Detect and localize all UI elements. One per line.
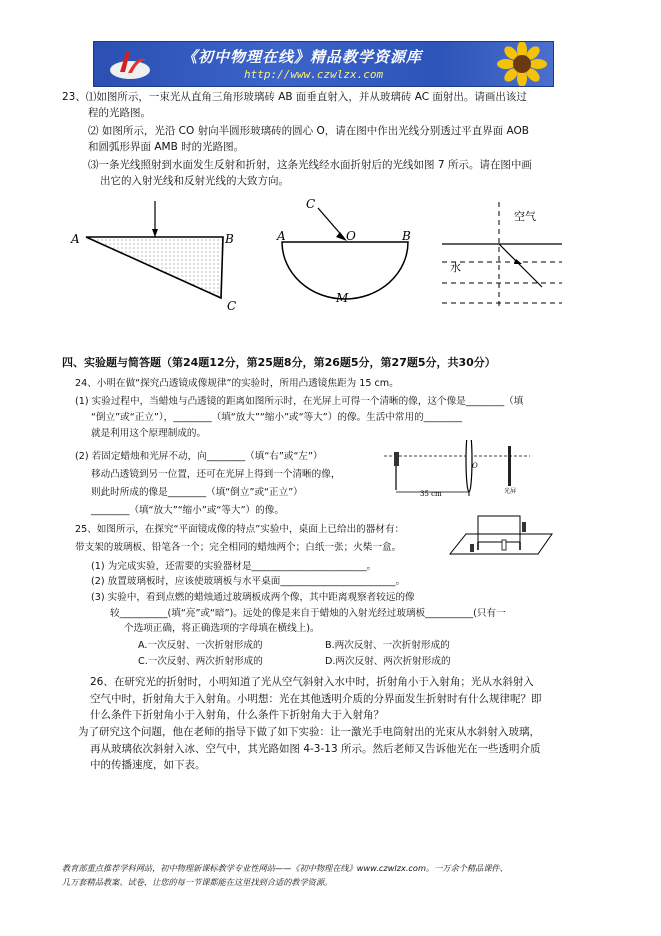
q25-line1: 25、如图所示，在探究“平面镜成像的特点”实验中，桌面上已给出的器材有： [75,524,405,535]
q25-line3: (1) 为完成实验，还需要的实验器材是________________________。 [91,561,377,572]
q25-line5: (3) 实验中，看到点燃的蜡烛通过玻璃板成两个像，其中距离观察者较远的像 [91,592,415,603]
label-air: 空气 [514,210,536,223]
q23-line5: ⑶一条光线照射到水面发生反射和折射，这条光线经水面折射后的光线如图 7 所示。请在图中画 [88,159,532,171]
q26-line5: 再从玻璃依次斜射入冰、空气中，其光路如图 4-3-13 所示。然后老师又告诉他光在一些透明介质 [90,743,541,755]
q26-line4: 为了研究这个问题，他在老师的指导下做了如下实验：让一激光手电筒射出的光束从水斜射入玻璃， [78,726,540,738]
banner-url: http://www.czwlzx.com [244,68,384,81]
lens-bench-figure [380,440,540,498]
q23-line3: ⑵ 如图所示，光沿 CO 射向半圆形玻璃砖的圆心 O，请在图中作出光线分别透过平直界面 AOB [88,125,530,137]
q24-line6: 移动凸透镜到另一位置，还可在光屏上得到一个清晰的像， [91,469,341,480]
triangle-glass-figure [65,195,250,325]
q25-line6: 较__________(填“亮”或“暗”)。远处的像是来自于蜡烛的入射光经过玻璃板__________(只有一 [110,608,506,619]
q24-line2: (1) 实验过程中，当蜡烛与凸透镜的距离如图所示时，在光屏上可得一个清晰的像，这个像是________（填 [75,396,524,407]
semi-label-a: A [277,229,286,243]
footer-line2: 几万套精品教案、试卷，让您的每一节课都能在这里找到合适的教学资源。 [62,877,333,887]
q26-line6: 中的传播速度，如下表。 [90,759,206,771]
q26-line3: 什么条件下折射角小于入射角，什么条件下折射角大于入射角？ [90,709,384,721]
q26-line1: 26、在研究光的折射时，小明知道了光从空气斜射入水中时，折射角小于入射角；光从水斜射入 [90,676,534,688]
lens-o-label: O [472,462,478,470]
semi-label-c: C [306,197,316,211]
q25-line4: (2) 放置玻璃板时，应该使玻璃板与水平桌面________________________。 [91,576,406,587]
section4-title: 四、实验题与简答题（第24题12分，第25题8分，第26题5分，第27题5分，共30分） [62,356,496,369]
semicircle-glass-figure [270,192,430,312]
lens-distance-label: 35 cm [420,490,442,498]
q24-line3: “倒立”或“正立”），________（填“放大”“缩小”或“等大”）的像。生活中常用的________ [91,412,463,423]
plane-mirror-figure [446,510,556,560]
q25-option-a: A.一次反射、一次折射形成的 [138,640,263,651]
q25-option-d: D.两次反射、两次折射形成的 [325,656,451,667]
q23-line2: 程的光路图。 [88,107,151,119]
semi-label-m: M [336,291,349,305]
site-logo-icon [108,46,152,82]
q24-line7: 则此时所成的像是________（填“倒立”或“正立”） [91,487,303,498]
screen-label: 光屏 [504,488,517,495]
sunflower-icon [492,42,552,86]
banner-title: 《初中物理在线》精品教学资源库 [182,48,423,66]
q25-option-b: B.两次反射、一次折射形成的 [325,640,450,651]
semi-label-b: B [402,229,411,243]
q24-line5: (2) 若固定蜡烛和光屏不动，向________（填“右”或“左”） [75,451,323,462]
q26-line2: 空气中时，折射角大于入射角。小明想：光在其他透明介质的分界面发生折射时有什么规律呢？即 [90,693,542,705]
water-refraction-figure [440,200,570,312]
q23-line4: 和圆弧形界面 AMB 时的光路图。 [88,141,245,153]
q23-line1: 23、⑴如图所示，一束光从直角三角形玻璃砖 AB 面垂直射入，并从玻璃砖 AC 面射出。请画出该过 [62,91,527,103]
tri-label-b: B [225,232,234,246]
label-water: 水 [450,261,461,274]
q23-line6: 出它的入射光线和反射光线的大致方向。 [100,175,289,187]
q24-line8: ________（填“放大”“缩小”或“等大”）的像。 [91,505,284,516]
header-banner [93,41,554,87]
tri-label-c: C [227,299,237,313]
tri-label-a: A [71,232,80,246]
q24-line4: 就是利用这个原理制成的。 [91,428,207,439]
q24-line1: 24、小明在做“探究凸透镜成像规律”的实验时，所用凸透镜焦距为 15 cm。 [75,378,399,389]
footer-line1: 教育部重点推荐学科网站，初中物理新课标教学专业性网站——《初中物理在线》www.czwlzx.com。一万余个精品课件、 [62,863,508,873]
q25-line2: 带支架的玻璃板、铅笔各一个；完全相同的蜡烛两个；白纸一张；火柴一盒。 [75,542,402,553]
q25-line7: 个选项正确，将正确选项的字母填在横线上)。 [124,623,320,634]
semi-label-o: O [346,229,356,243]
q25-option-c: C.一次反射、两次折射形成的 [138,656,263,667]
